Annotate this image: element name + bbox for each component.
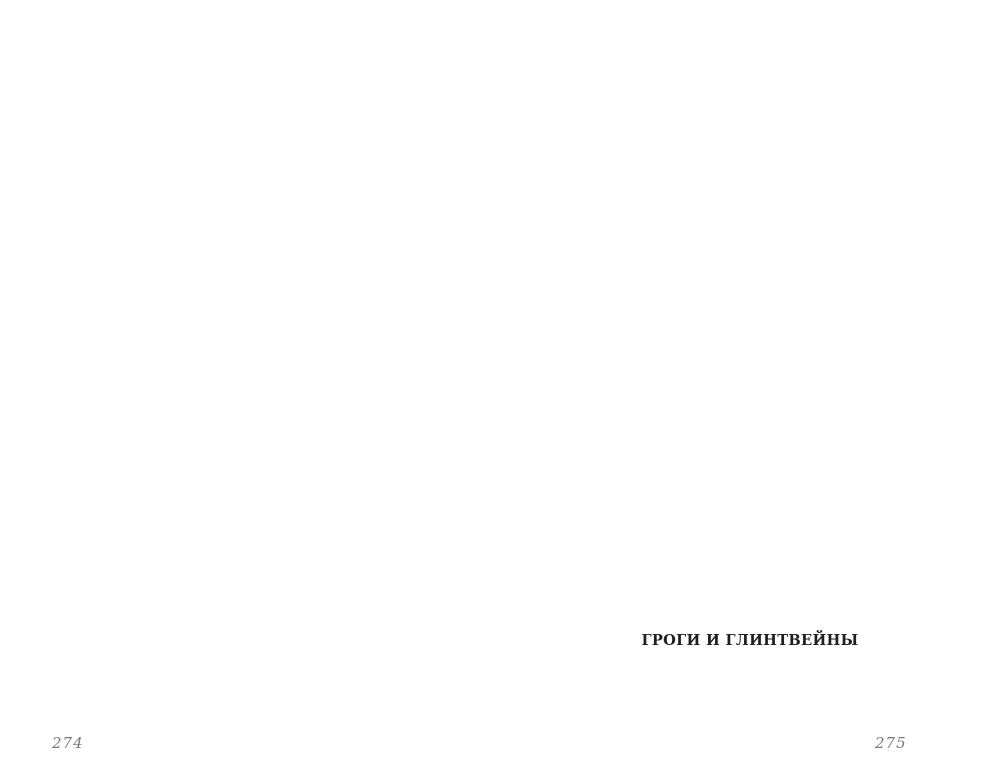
page-number-right: 275 [875,734,907,752]
right-page [500,0,1000,771]
section-heading: ГРОГИ И ГЛИНТВЕЙНЫ [641,632,859,649]
page-number-left: 274 [52,734,84,752]
